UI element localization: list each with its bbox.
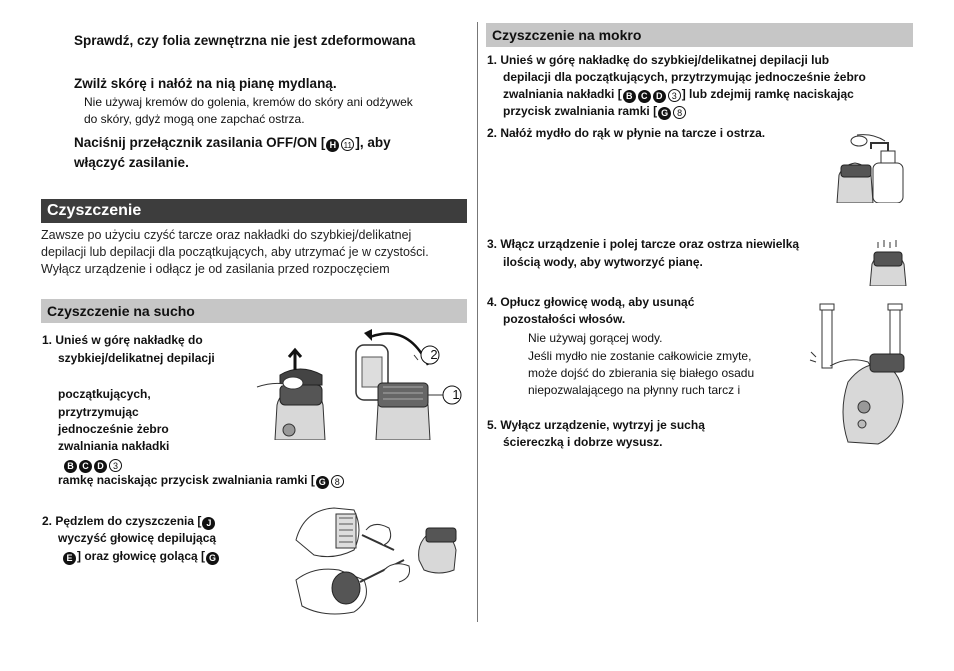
badge-j: J — [202, 517, 215, 530]
circled-num-8-right: 8 — [673, 106, 686, 119]
cream-note-line2: do skóry, gdyż mogą one zapchać ostrza. — [84, 112, 305, 126]
circled-num-3-right: 3 — [668, 89, 681, 102]
dry-step2-text-a: 2. Pędzlem do czyszczenia [ — [42, 514, 202, 528]
rinse-illustration — [808, 302, 912, 447]
intro-line3: Wyłącz urządzenie i odłącz je od zasilania przed rozpoczęciem — [41, 262, 390, 276]
wet-skin-text: Zwilż skórę i nałóż na nią pianę mydlaną. — [74, 76, 337, 91]
wet-step1-line4a: przycisk zwalniania ramki [ — [503, 104, 658, 118]
dry-step2-text-c: ] oraz głowicę golącą [ — [77, 549, 206, 563]
wet-step1-line2: depilacji dla początkujących, przytrzymując jednocześnie żebro — [503, 70, 866, 84]
dry-step1-line4: początkujących, — [58, 387, 151, 401]
dry-step1-badges — [63, 456, 123, 473]
badge-c: C — [79, 460, 92, 473]
wet-step4-note2: Jeśli mydło nie zostanie całkowicie zmyte, — [528, 349, 752, 363]
dry-step1-last — [58, 472, 345, 489]
badge-d: D — [94, 460, 107, 473]
subsection-wet-cleaning: Czyszczenie na mokro — [486, 23, 913, 47]
wet-step1-line3 — [503, 86, 854, 103]
dry-step1-last-text: ramkę naciskając przycisk zwalniania ramki [ — [58, 473, 315, 487]
badge-g: G — [316, 476, 329, 489]
wet-step5-line2: ściereczką i dobrze wysusz. — [503, 435, 663, 449]
badge-b-right: B — [623, 90, 636, 103]
check-foil-text: Sprawdź, czy folia zewnętrzna nie jest zdeformowana — [74, 33, 416, 48]
badge-c-right: C — [638, 90, 651, 103]
dry-step1-line5: przytrzymując — [58, 405, 139, 419]
circled-num-8: 8 — [331, 475, 344, 488]
badge-g2: G — [206, 552, 219, 565]
badge-h: H — [326, 139, 339, 152]
power-switch-text-c: włączyć zasilanie. — [74, 155, 189, 170]
section-title-cleaning: Czyszczenie — [41, 199, 467, 223]
remove-frame-illustration — [348, 325, 470, 440]
wet-step1-line1: 1. Unieś w górę nakładkę do szybkiej/delikatnej depilacji lub — [487, 53, 830, 67]
dry-step2-line1 — [42, 513, 216, 530]
foam-illustration — [866, 240, 910, 286]
dry-step2-line3 — [62, 548, 220, 565]
power-switch-text-a: Naciśnij przełącznik zasilania OFF/ON [ — [74, 135, 326, 150]
wet-step4-note1: Nie używaj gorącej wody. — [528, 331, 663, 345]
wet-step4-note4: niepozwalającego na płynny ruch tarcz i — [528, 383, 741, 397]
wet-step3-line1: 3. Włącz urządzenie i polej tarcze oraz ostrza niewielką — [487, 237, 800, 251]
wet-step4-line1: 4. Opłucz głowicę wodą, aby usunąć — [487, 295, 695, 309]
subsection-dry-cleaning: Czyszczenie na sucho — [41, 299, 467, 323]
wet-step4-note3: może dojść do zbierania się białego osadu — [528, 366, 755, 380]
power-switch-text-b: ], aby — [355, 135, 391, 150]
wet-step5-line1: 5. Wyłącz urządzenie, wytrzyj je suchą — [487, 418, 705, 432]
intro-line1: Zawsze po użyciu czyść tarcze oraz nakładki do szybkiej/delikatnej — [41, 228, 412, 242]
dry-step1-line7: zwalniania nakładki — [58, 439, 170, 453]
brush-cleaning-illustration — [294, 500, 466, 618]
dry-step1-line2: szybkiej/delikatnej depilacji — [58, 351, 215, 365]
badge-e: E — [63, 552, 76, 565]
dry-step1-line6: jednocześnie żebro — [58, 422, 169, 436]
badge-b: B — [64, 460, 77, 473]
circled-num-11: 11 — [341, 138, 354, 151]
figure-label-1: 1 — [452, 387, 460, 402]
wet-step1-line3a: zwalniania nakładki [ — [503, 87, 622, 101]
badge-d-right: D — [653, 90, 666, 103]
badge-g-right: G — [658, 107, 671, 120]
dry-step2-line2: wyczyść głowicę depilującą — [58, 531, 217, 545]
column-divider — [477, 22, 478, 622]
wet-step4-line2: pozostałości włosów. — [503, 312, 626, 326]
wet-step1-line4 — [503, 103, 687, 120]
lift-cap-illustration — [255, 345, 345, 440]
wet-step1-line3b: ] lub zdejmij ramkę naciskając — [681, 87, 854, 101]
circled-num-3: 3 — [109, 459, 122, 472]
wet-step3-line2: ilością wody, aby wytworzyć pianę. — [503, 255, 703, 269]
dry-step1-line1: 1. Unieś w górę nakładkę do — [42, 333, 203, 347]
power-switch-text — [74, 133, 391, 153]
intro-line2: depilacji lub depilacji dla początkujących, aby utrzymać je w czystości. — [41, 245, 429, 259]
cream-note-line1: Nie używaj kremów do golenia, kremów do skóry ani odżywek — [84, 95, 413, 109]
wet-step2: 2. Nałóż mydło do rąk w płynie na tarcze i ostrza. — [487, 126, 766, 140]
figure-label-2: 2 — [430, 347, 438, 362]
soap-illustration — [833, 133, 909, 203]
